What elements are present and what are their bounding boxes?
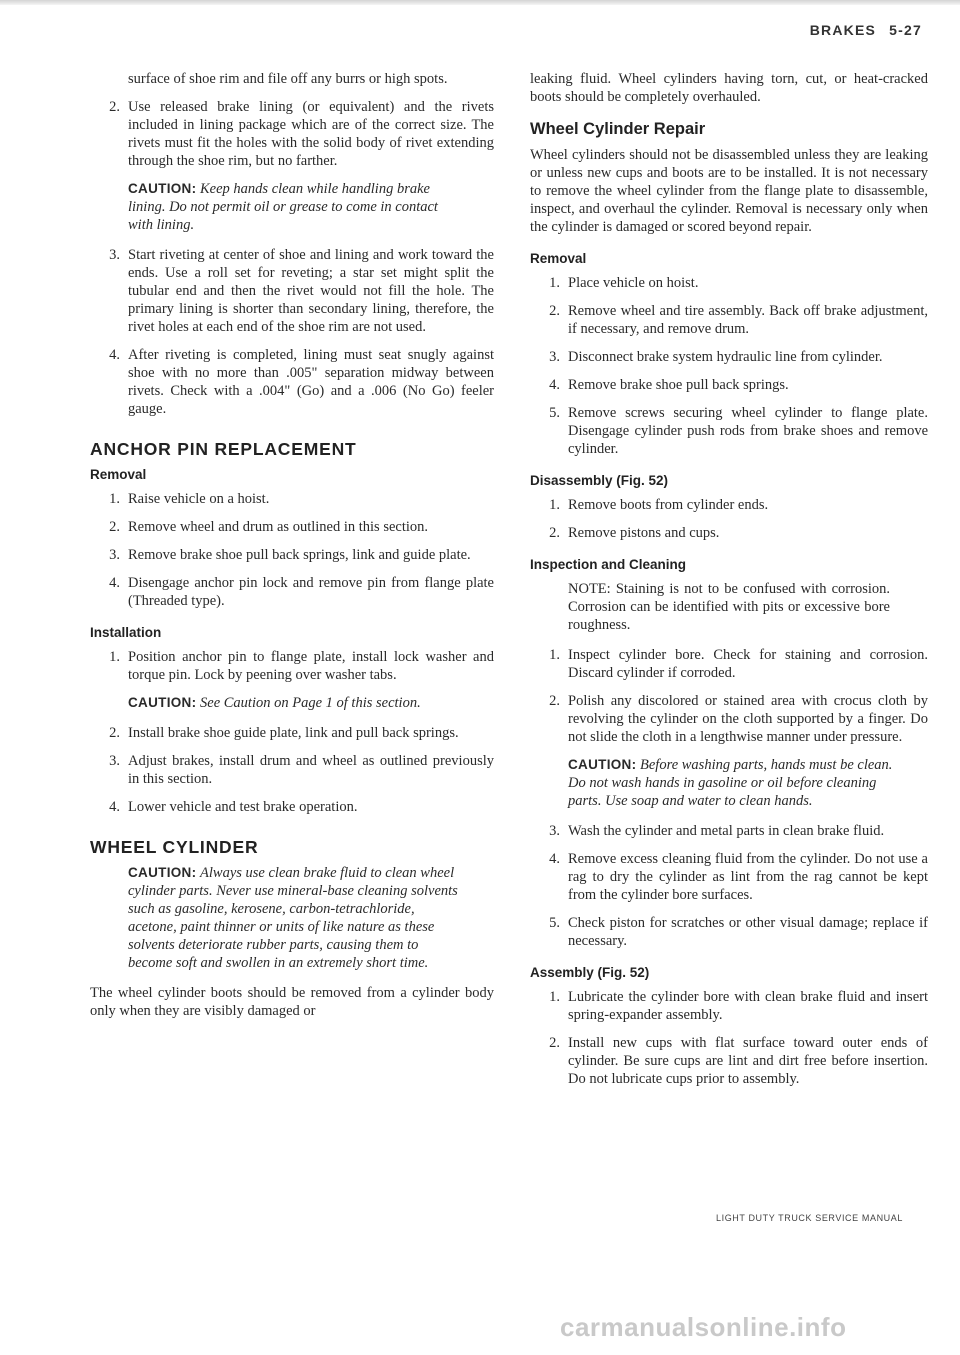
list-item-text: Start riveting at center of shoe and lining and work toward the ends. Use a roll set for reveting; a star set might split the tubular end and then the rivet would not fill the hole. The primary lining is shorter than secondary lining, therefore, the rivet holes at each end of the shoe rim are not used. bbox=[128, 247, 494, 335]
list-item-text: Check piston for scratches or other visual damage; replace if necessary. bbox=[568, 915, 928, 949]
list-item bbox=[530, 404, 928, 458]
list-item-number: 4. bbox=[549, 851, 560, 867]
list-item-text: Polish any discolored or stained area with crocus cloth by revolving the cylinder on the cloth supported by a finger. Do not slide the cloth in a lengthwise manner under pressure. bbox=[568, 693, 928, 745]
list-item-text: Remove pistons and cups. bbox=[568, 525, 720, 541]
list-item-text: Remove wheel and drum as outlined in this section. bbox=[128, 519, 429, 535]
list-item-number: 2. bbox=[549, 303, 560, 319]
list-item-text: Position anchor pin to flange plate, install lock washer and torque pin. Lock by peening over washer tabs. bbox=[128, 649, 494, 683]
list-item-text: Disconnect brake system hydraulic line from cylinder. bbox=[568, 349, 883, 365]
list-item-number: 1. bbox=[109, 491, 120, 507]
list-item-text: Place vehicle on hoist. bbox=[568, 275, 699, 291]
list-item bbox=[90, 518, 494, 536]
left-column bbox=[90, 70, 494, 1030]
caution-text: Always use clean brake fluid to clean wheel cylinder parts. Never use mineral-base cleaning solvents such as gasoline, kerosene, carbon-tetrachloride, acetone, paint thinner or units of like nature as these solvents deteriorate rubber parts, causing them to become soft and swollen in an extremely short time. bbox=[128, 865, 458, 971]
list-item-text: Adjust brakes, install drum and wheel as outlined previously in this section. bbox=[128, 753, 494, 787]
list-item bbox=[530, 1034, 928, 1088]
list-left-steps1 bbox=[90, 98, 494, 170]
page-header bbox=[802, 22, 922, 38]
right-intro: leaking fluid. Wheel cylinders having torn, cut, or heat-cracked boots should be completely overhauled. bbox=[530, 71, 928, 105]
caution-brake-fluid bbox=[128, 864, 466, 972]
list-item-text: Inspect cylinder bore. Check for staining and corrosion. Discard cylinder if corroded. bbox=[568, 647, 928, 681]
list-item-text: Disengage anchor pin lock and remove pin from flange plate (Threaded type). bbox=[128, 575, 494, 609]
list-item bbox=[530, 646, 928, 682]
list-item bbox=[530, 850, 928, 904]
list-item-text: Remove wheel and tire assembly. Back off brake adjustment, if necessary, and remove drum. bbox=[568, 303, 928, 337]
heading-removal: Removal bbox=[90, 467, 147, 482]
heading-wheel-cylinder: WHEEL CYLINDER bbox=[90, 837, 259, 857]
list-inspection2 bbox=[530, 822, 928, 950]
heading-anchor-pin: ANCHOR PIN REPLACEMENT bbox=[90, 439, 357, 459]
list-item bbox=[90, 490, 494, 508]
list-item bbox=[90, 752, 494, 788]
left-outro: The wheel cylinder boots should be removed from a cylinder body only when they are visibly damaged or bbox=[90, 985, 494, 1019]
list-item bbox=[90, 798, 494, 816]
list-item bbox=[530, 524, 928, 542]
caution-text: Before washing parts, hands must be clean. Do not wash hands in gasoline or oil before cleaning parts. Use soap and water to clean hands. bbox=[568, 757, 893, 809]
list-item-text: Raise vehicle on a hoist. bbox=[128, 491, 270, 507]
list-item-number: 5. bbox=[549, 405, 560, 421]
list-item bbox=[530, 274, 928, 292]
list-item bbox=[90, 98, 494, 170]
list-item bbox=[530, 988, 928, 1024]
list-item-text: Lower vehicle and test brake operation. bbox=[128, 799, 358, 815]
top-border bbox=[0, 0, 960, 5]
list-item-text: Install new cups with flat surface toward outer ends of cylinder. Be sure cups are lint and dirt free before insertion. Do not lubricate cups prior to assembly. bbox=[568, 1035, 928, 1087]
list-item-number: 1. bbox=[549, 275, 560, 291]
list-item bbox=[530, 822, 928, 840]
list-item-number: 3. bbox=[549, 823, 560, 839]
heading-disassembly: Disassembly (Fig. 52) bbox=[530, 473, 669, 488]
list-item-number: 2. bbox=[109, 725, 120, 741]
heading-wheel-cylinder-repair: Wheel Cylinder Repair bbox=[530, 120, 706, 138]
caution-label: CAUTION: bbox=[568, 757, 637, 772]
list-item-number: 2. bbox=[109, 99, 120, 115]
list-anchor-install1 bbox=[90, 648, 494, 684]
list-item bbox=[90, 724, 494, 742]
footer-manual-title: LIGHT DUTY TRUCK SERVICE MANUAL bbox=[716, 1213, 903, 1223]
list-item bbox=[90, 648, 494, 684]
list-item-number: 2. bbox=[549, 693, 560, 709]
list-item bbox=[90, 246, 494, 336]
repair-paragraph: Wheel cylinders should not be disassembled unless they are leaking or unless new cups and boots are to be installed. It is not necessary to remove the wheel cylinder from the flange plate to disassemble, inspect, and overhaul the cylinder. Removal is necessary only when the cylinder is damaged or scored beyond repair. bbox=[530, 147, 928, 235]
list-item bbox=[90, 346, 494, 418]
list-item-text: Use released brake lining (or equivalent) and the rivets included in lining package which are of the correct size. The rivets must fit the holes with the solid body of rivet extending through the shoe rim, but no farther. bbox=[128, 99, 494, 169]
list-anchor-removal bbox=[90, 490, 494, 610]
list-left-steps2 bbox=[90, 246, 494, 418]
list-inspection1 bbox=[530, 646, 928, 746]
heading-removal: Removal bbox=[530, 251, 587, 266]
list-item bbox=[530, 914, 928, 950]
caution-wash-hands bbox=[568, 756, 900, 810]
list-item-number: 1. bbox=[109, 649, 120, 665]
left-intro: surface of shoe rim and file off any burrs or high spots. bbox=[128, 71, 448, 87]
list-item-number: 1. bbox=[549, 989, 560, 1005]
list-cylinder-removal bbox=[530, 274, 928, 458]
caution-lining bbox=[128, 180, 466, 234]
list-item-number: 1. bbox=[549, 647, 560, 663]
list-item-number: 4. bbox=[109, 347, 120, 363]
list-item-number: 1. bbox=[549, 497, 560, 513]
note-staining: NOTE: Staining is not to be confused with corrosion. Corrosion can be identified with pits or excessive bore roughness. bbox=[568, 581, 890, 633]
list-item-text: Lubricate the cylinder bore with clean brake fluid and insert spring-expander assembly. bbox=[568, 989, 928, 1023]
list-item bbox=[530, 348, 928, 366]
list-item-number: 4. bbox=[549, 377, 560, 393]
caution-label: CAUTION: bbox=[128, 865, 197, 880]
list-disassembly bbox=[530, 496, 928, 542]
list-item-number: 3. bbox=[109, 547, 120, 563]
list-item-number: 3. bbox=[109, 247, 120, 263]
list-item bbox=[530, 692, 928, 746]
page-number: 5-27 bbox=[889, 22, 922, 38]
caution-label: CAUTION: bbox=[128, 181, 197, 196]
section-title: BRAKES bbox=[809, 22, 877, 38]
list-assembly bbox=[530, 988, 928, 1088]
caution-see-page bbox=[128, 694, 466, 712]
list-anchor-install2 bbox=[90, 724, 494, 816]
caution-text: See Caution on Page 1 of this section. bbox=[200, 695, 421, 711]
list-item bbox=[90, 546, 494, 564]
heading-inspection: Inspection and Cleaning bbox=[530, 557, 687, 572]
list-item-number: 4. bbox=[109, 799, 120, 815]
heading-assembly: Assembly (Fig. 52) bbox=[530, 965, 650, 980]
list-item-number: 2. bbox=[109, 519, 120, 535]
caution-label: CAUTION: bbox=[128, 695, 197, 710]
list-item bbox=[530, 496, 928, 514]
list-item-text: Remove brake shoe pull back springs, link and guide plate. bbox=[128, 547, 471, 563]
list-item bbox=[90, 574, 494, 610]
caution-text: Keep hands clean while handling brake lining. Do not permit oil or grease to come in contact with lining. bbox=[128, 181, 438, 233]
heading-installation: Installation bbox=[90, 625, 162, 640]
list-item bbox=[530, 302, 928, 338]
list-item-number: 5. bbox=[549, 915, 560, 931]
watermark: carmanualsonline.info bbox=[560, 1312, 847, 1342]
list-item-number: 3. bbox=[109, 753, 120, 769]
list-item bbox=[530, 376, 928, 394]
list-item-number: 4. bbox=[109, 575, 120, 591]
list-item-number: 2. bbox=[549, 1035, 560, 1051]
list-item-number: 2. bbox=[549, 525, 560, 541]
list-item-text: After riveting is completed, lining must seat snugly against shoe with no more than .005" separation midway between rivets. Check with a .004" (Go) and a .006 (No Go) feeler gauge. bbox=[128, 347, 494, 417]
list-item-text: Remove excess cleaning fluid from the cylinder. Do not use a rag to dry the cylinder as lint from the rag cannot be kept from the cylinder bore surfaces. bbox=[568, 851, 928, 903]
list-item-text: Remove boots from cylinder ends. bbox=[568, 497, 769, 513]
right-column bbox=[530, 70, 928, 1098]
list-item-text: Wash the cylinder and metal parts in clean brake fluid. bbox=[568, 823, 885, 839]
list-item-text: Remove brake shoe pull back springs. bbox=[568, 377, 789, 393]
list-item-text: Remove screws securing wheel cylinder to flange plate. Disengage cylinder push rods from brake shoes and remove cylinder. bbox=[568, 405, 928, 457]
list-item-number: 3. bbox=[549, 349, 560, 365]
list-item-text: Install brake shoe guide plate, link and pull back springs. bbox=[128, 725, 459, 741]
